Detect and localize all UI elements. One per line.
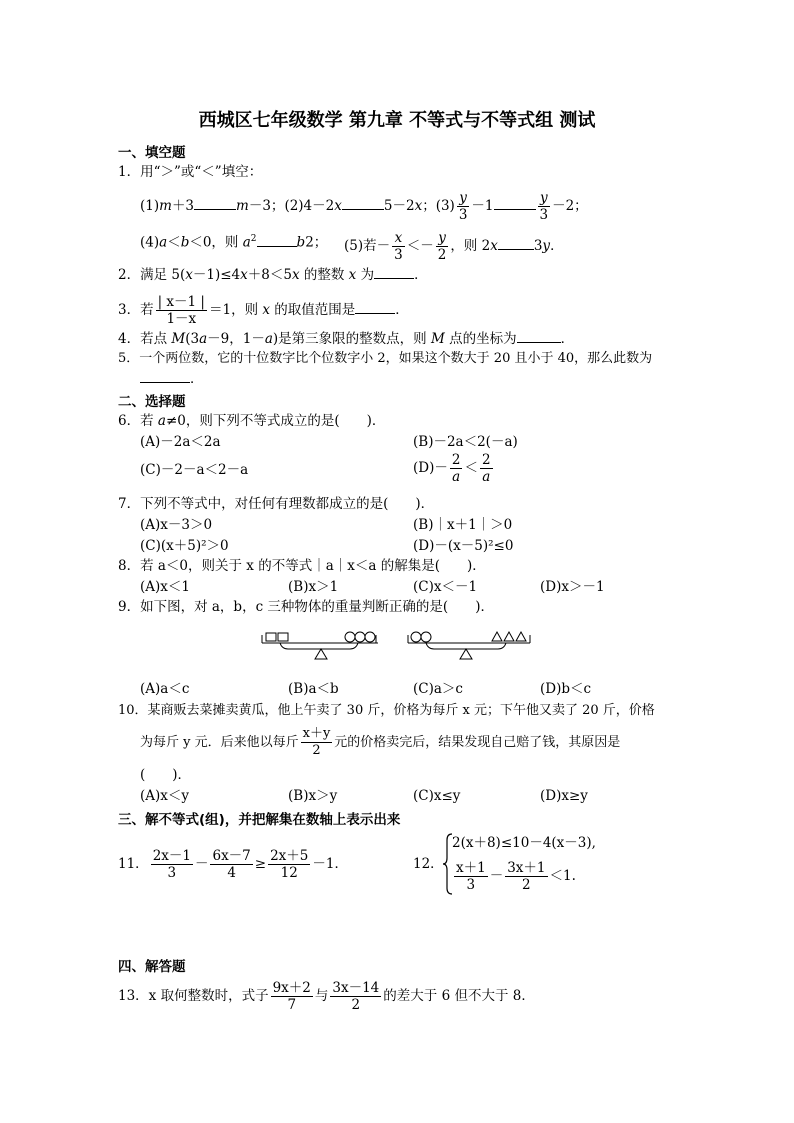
answer-blank[interactable] (342, 197, 384, 210)
q10-line-1: 10．某商贩去菜摊卖黄瓜，他上午卖了 30 斤，价格为每斤 x 元；下午他又卖了 20 斤，价格 (118, 703, 655, 718)
q7-option-a[interactable]: (A)x－3＞0 (140, 517, 213, 533)
q12-row-1: 2(x＋8)≤10－4(x－3), (452, 835, 596, 851)
section-heading-fill-in: 一、填空题 (118, 145, 186, 161)
answer-blank[interactable] (194, 197, 236, 210)
q5: 5．一个两位数，它的十位数字比个位数字小 2，如果这个数大于 20 且小于 40，那么此数为 (118, 351, 653, 366)
answer-blank[interactable] (140, 370, 190, 383)
weight-circle-icon (355, 632, 365, 642)
q10-option-b[interactable]: (B)x＞y (288, 788, 338, 804)
weight-square-icon (278, 633, 288, 641)
weight-circle-icon (421, 632, 431, 642)
fraction: $\frac{y}{3}$ (539, 190, 549, 223)
q1-stem: 1．用“＞”或“＜”填空： (118, 164, 263, 180)
q8-stem: 8．若 a＜0，则关于 x 的不等式｜a｜x＜a 的解集是( )． (118, 558, 486, 574)
q1-row-1: (1)m＋3 m－3；(2)4－2x 5－2x；(3) $\frac{y}{3}$ －1 $\frac{y}{3}$ －2； (140, 190, 588, 223)
scale-arm (280, 643, 358, 649)
answer-blank[interactable] (494, 197, 536, 210)
q10-option-c[interactable]: (C)x≤y (413, 788, 461, 804)
weight-circle-icon (411, 632, 421, 642)
q5-answer: ． (140, 370, 204, 388)
q7-option-d[interactable]: (D)－(x－5)²≤0 (413, 538, 514, 554)
q10-option-a[interactable]: (A)x＜y (140, 788, 190, 804)
fulcrum-triangle-icon (315, 649, 327, 659)
weight-circle-icon (365, 632, 375, 642)
answer-blank[interactable] (517, 330, 561, 343)
fraction: $\frac{y}{3}$ (458, 190, 468, 223)
fraction: $\frac{9x+2}{7}$ (272, 980, 311, 1013)
section-heading-solve-inequalities: 三、解不等式(组)，并把解集在数轴上表示出来 (118, 812, 401, 828)
q6-option-c[interactable]: (C)－2－a＜2－a (140, 462, 249, 478)
fraction: $\frac{2x+5}{12}$ (270, 848, 309, 881)
q11: 11． $\frac{2x-1}{3}$ － $\frac{6x-7}{4}$ ≥ $\frac{2x+5}{12}$ －1． (118, 848, 348, 881)
q12-number: 12． (413, 856, 444, 872)
q9-option-b[interactable]: (B)a＜b (288, 681, 339, 697)
weight-circle-icon (345, 632, 355, 642)
fraction: $\frac{2x-1}{3}$ (152, 848, 191, 881)
fraction: $\frac{y}{2}$ (437, 230, 447, 263)
weight-triangle-icon (504, 632, 514, 641)
weight-triangle-icon (492, 632, 502, 641)
fraction: $\frac{6x-7}{4}$ (212, 848, 251, 881)
q9-option-c[interactable]: (C)a＞c (413, 681, 463, 697)
q6-stem: 6．若 a≠0，则下列不等式成立的是( )． (118, 413, 386, 429)
answer-blank[interactable] (374, 266, 414, 279)
answer-blank[interactable] (257, 234, 297, 247)
q7-stem: 7．下列不等式中，对任何有理数都成立的是( )． (118, 496, 435, 512)
fraction: $\frac{2}{a}$ (481, 452, 491, 485)
section-heading-word-problems: 四、解答题 (118, 959, 186, 975)
q9-option-d[interactable]: (D)b＜c (540, 681, 592, 697)
q10-line-2: 为每斤 y 元．后来他以每斤 $\frac{x+y}{2}$ 元的价格卖完后，结果发现自己赔了钱，其原因是 (140, 726, 621, 758)
q6-option-a[interactable]: (A)－2a＜2a (140, 434, 221, 450)
q1-row-2-part5: (5)若－ $\frac{x}{3}$ ＜－ $\frac{y}{2}$ ，则 2x 3y． (344, 230, 564, 263)
q3: 3．若 $\frac{| x-1 |}{1-x}$ ＝1，则 x 的取值范围是 ． (118, 294, 409, 327)
fraction: $\frac{2}{a}$ (451, 452, 461, 485)
fraction: $\frac{3x-14}{2}$ (332, 980, 380, 1013)
q9-option-a[interactable]: (A)a＜c (140, 681, 190, 697)
q8-option-c[interactable]: (C)x＜－1 (413, 579, 478, 595)
q7-option-c[interactable]: (C)(x＋5)²＞0 (140, 538, 229, 554)
balance-scales-figure (258, 625, 538, 665)
fraction: $\frac{x}{3}$ (394, 230, 403, 263)
answer-blank[interactable] (355, 301, 395, 314)
q6-option-b[interactable]: (B)－2a＜2(－a) (413, 434, 518, 450)
q13: 13．x 取何整数时，式子 $\frac{9x+2}{7}$ 与 $\frac{3x-14}{2}$ 的差大于 6 但不大于 8． (118, 980, 535, 1013)
answer-blank[interactable] (498, 237, 534, 250)
fulcrum-triangle-icon (460, 649, 472, 659)
fraction: $\frac{3x+1}{2}$ (507, 860, 546, 893)
q4: 4．若点 M(3a－9，1－a)是第三象限的整数点，则 M 点的坐标为 ． (118, 331, 575, 347)
q2: 2．满足 5(x－1)≤4x＋8＜5x 的整数 x 为 ． (118, 267, 428, 283)
q8-option-d[interactable]: (D)x＞－1 (540, 579, 605, 595)
q8-option-a[interactable]: (A)x＜1 (140, 579, 190, 595)
page-title: 西城区七年级数学 第九章 不等式与不等式组 测试 (198, 110, 596, 131)
section-heading-multiple-choice: 二、选择题 (118, 394, 186, 410)
q12-row-2: $\frac{x+1}{3}$ － $\frac{3x+1}{2}$ ＜1. (456, 860, 576, 893)
q10-line-3: ( )． (140, 767, 192, 783)
q7-option-b[interactable]: (B)｜x＋1｜＞0 (413, 517, 513, 533)
fraction: $\frac{| x-1 |}{1-x}$ (157, 294, 205, 327)
q9-stem: 9．如下图，对 a，b，c 三种物体的重量判断正确的是( )． (118, 599, 494, 615)
q1-row-2: (4)a＜b＜0，则 $a^2$ b2； (140, 234, 328, 251)
q8-option-b[interactable]: (B)x＞1 (288, 579, 339, 595)
fraction: $\frac{x+1}{3}$ (456, 860, 486, 893)
q10-option-d[interactable]: (D)x≥y (540, 788, 588, 804)
weight-triangle-icon (516, 632, 526, 641)
weight-square-icon (266, 633, 276, 641)
fraction: $\frac{x+y}{2}$ (302, 726, 331, 758)
q6-option-d[interactable]: (D)－ $\frac{2}{a}$ ＜ $\frac{2}{a}$ (413, 452, 491, 485)
